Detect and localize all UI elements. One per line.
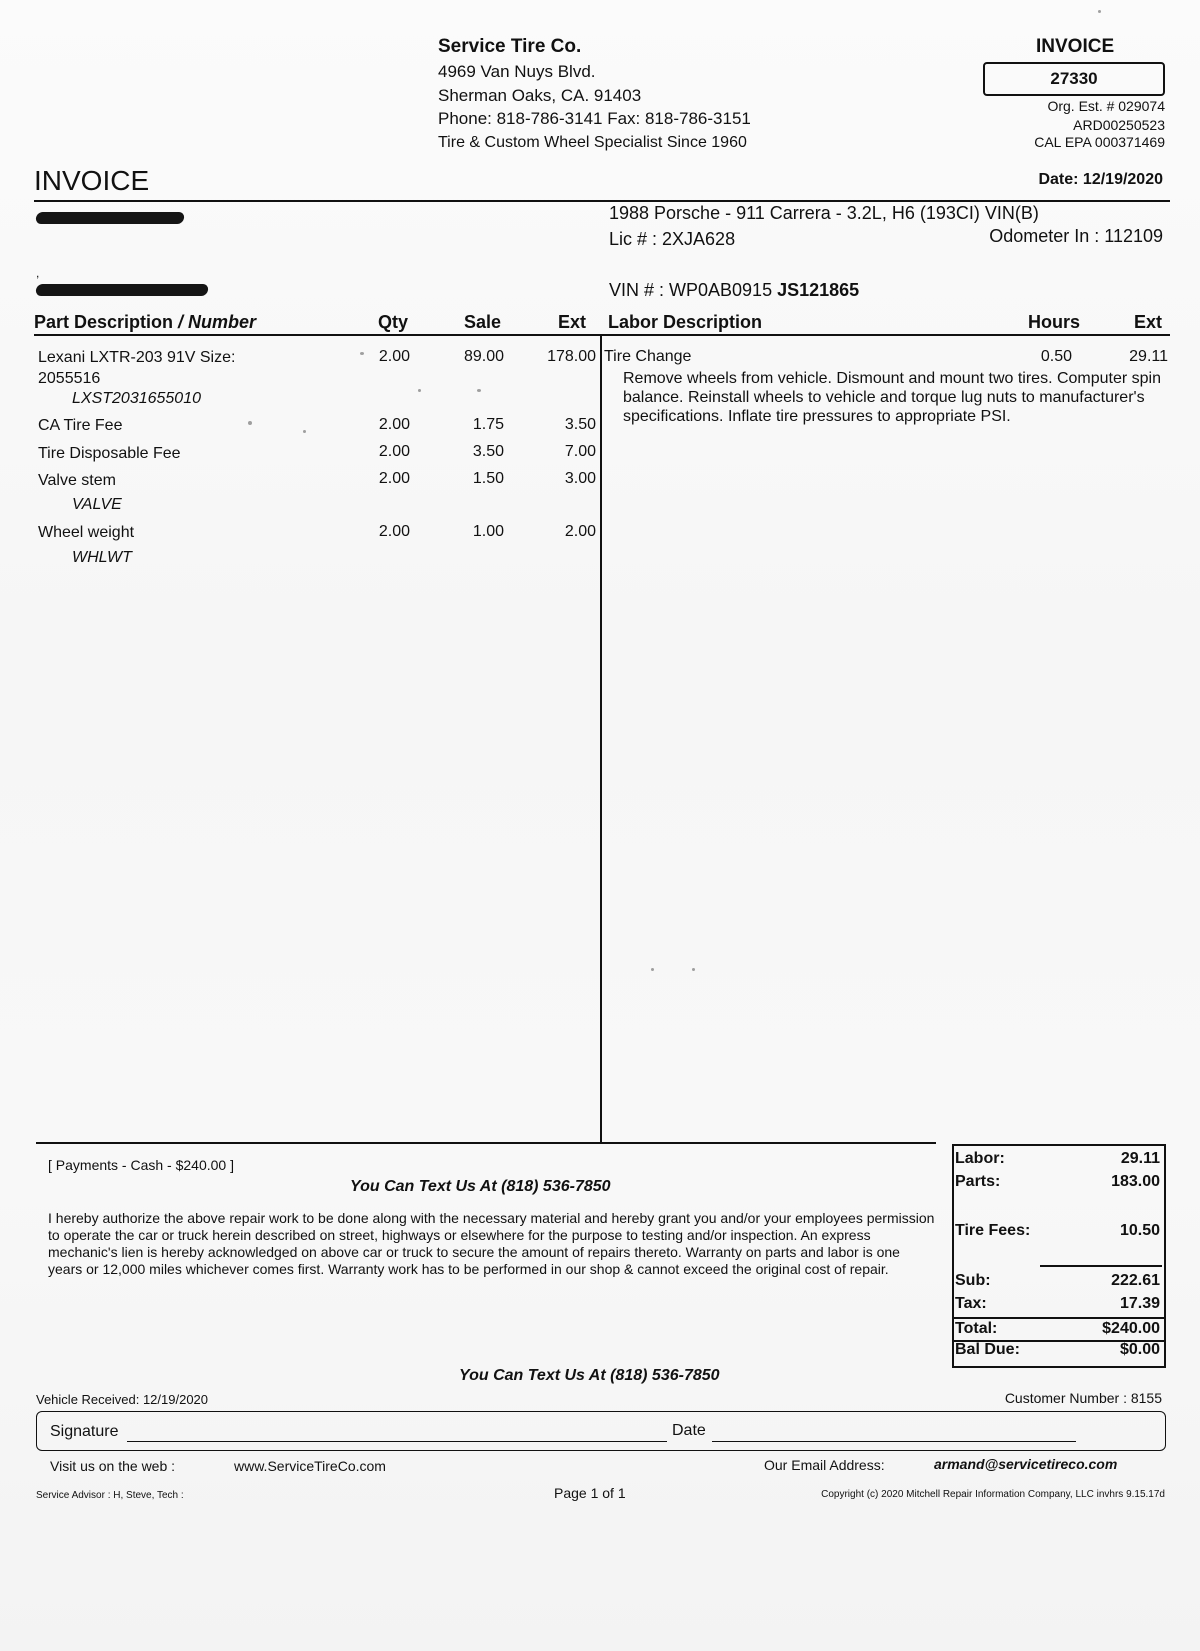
scan-speck: [303, 430, 306, 433]
odometer-in: Odometer In : 112109: [989, 226, 1163, 246]
part-row-sale: 1.50: [472, 470, 504, 487]
ard-number: ARD00250523: [1073, 117, 1165, 133]
part-row-description: Lexani LXTR-203 91V Size:: [38, 349, 236, 366]
tax-total: 17.39: [1119, 1295, 1160, 1312]
part-row-qty: 2.00: [378, 523, 410, 540]
customer-number: Customer Number : 8155: [1004, 1390, 1162, 1406]
parts-labor-divider: [600, 336, 602, 1144]
tax-label: Tax:: [955, 1295, 987, 1312]
part-row-ext: 178.00: [547, 348, 596, 365]
text-us-notice: You Can Text Us At (818) 536-7850: [350, 1178, 611, 1195]
labor-header-description: Labor Description: [608, 312, 763, 332]
part-row-sale: 3.50: [472, 443, 504, 460]
redacted-customer-name: [35, 212, 185, 224]
invoice-number: 27330: [983, 62, 1165, 96]
scan-speck: [692, 968, 695, 971]
labor-total: 29.11: [1120, 1150, 1160, 1167]
part-row-ext: 3.50: [564, 416, 596, 433]
labor-item-hours: 0.50: [1040, 348, 1072, 365]
part-row-ext: 3.00: [564, 470, 596, 487]
part-row-description: CA Tire Fee: [38, 417, 123, 434]
part-row-ext: 2.00: [564, 523, 596, 540]
part-row-description: Wheel weight: [38, 524, 135, 541]
parts-header-sale: Sale: [464, 312, 502, 332]
scan-speck: [418, 389, 421, 392]
tire-fees-label: Tire Fees:: [955, 1222, 1031, 1239]
labor-item-name: Tire Change: [604, 348, 692, 365]
vehicle-description: 1988 Porsche - 911 Carrera - 3.2L, H6 (193CI) VIN(B): [609, 203, 1039, 223]
part-row-description-cont: 2055516: [38, 370, 101, 387]
email-label: Our Email Address:: [764, 1457, 885, 1473]
vin-number: VIN # : WP0AB0915 JS121865: [609, 280, 860, 300]
part-row-number: VALVE: [72, 496, 122, 513]
page-number: Page 1 of 1: [554, 1485, 626, 1501]
subtotal-label: Sub:: [955, 1272, 991, 1289]
part-row-qty: 2.00: [378, 443, 410, 460]
redacted-customer-phone: [35, 284, 209, 296]
signature-line[interactable]: [127, 1441, 667, 1442]
balance-due: $0.00: [1119, 1341, 1160, 1358]
part-row-sale: 1.00: [472, 523, 504, 540]
org-est-number: Org. Est. # 029074: [1047, 98, 1165, 114]
table-header-divider: [34, 334, 1170, 336]
signature-date-label: Date: [672, 1422, 706, 1439]
cal-epa-number: CAL EPA 000371469: [1034, 134, 1165, 150]
company-name: Service Tire Co.: [438, 36, 582, 57]
vehicle-received-date: Vehicle Received: 12/19/2020: [36, 1392, 209, 1407]
total-rule: [952, 1317, 1164, 1319]
email-link[interactable]: armand@servicetireco.com: [934, 1456, 1118, 1472]
company-address-line1: 4969 Van Nuys Blvd.: [438, 62, 596, 81]
parts-header-description: Part Description / Number: [34, 312, 257, 332]
grand-total-label: Total:: [955, 1320, 998, 1337]
invoice-label: INVOICE: [1036, 36, 1115, 57]
header-divider: [34, 200, 1170, 202]
footer-divider: [36, 1142, 936, 1144]
labor-header-hours: Hours: [1028, 312, 1081, 332]
scan-speck: [1098, 10, 1101, 13]
parts-header-qty: Qty: [378, 312, 409, 332]
parts-header-ext: Ext: [558, 312, 587, 332]
website-label: Visit us on the web :: [50, 1458, 176, 1474]
signature-date-line[interactable]: [712, 1441, 1076, 1442]
tire-fees-total: 10.50: [1119, 1222, 1160, 1239]
part-row-description: Valve stem: [38, 472, 116, 489]
invoice-title: INVOICE: [34, 165, 150, 196]
scan-speck: [360, 352, 364, 355]
copyright-notice: Copyright (c) 2020 Mitchell Repair Information Company, LLC invhrs 9.15.17d: [821, 1489, 1165, 1500]
company-tagline: Tire & Custom Wheel Specialist Since 1960: [438, 134, 747, 151]
invoice-date: Date: 12/19/2020: [1038, 171, 1163, 188]
scan-speck: [248, 421, 252, 425]
part-row-number: LXST2031655010: [72, 390, 201, 407]
subtotal: 222.61: [1111, 1272, 1160, 1289]
parts-total-label: Parts:: [955, 1173, 1001, 1190]
labor-item-ext: 29.11: [1129, 348, 1168, 365]
part-row-sale: 1.75: [472, 416, 504, 433]
labor-total-label: Labor:: [955, 1150, 1005, 1167]
signature-label: Signature: [50, 1423, 119, 1440]
parts-total: 183.00: [1111, 1173, 1160, 1190]
text-us-notice-bottom: You Can Text Us At (818) 536-7850: [459, 1367, 720, 1384]
grand-total: $240.00: [1102, 1320, 1160, 1337]
payments-summary: [ Payments - Cash - $240.00 ]: [48, 1157, 234, 1173]
labor-item-description: Remove wheels from vehicle. Dismount and mount two tires. Computer spin balance. Reinstall wheels to vehicle and torque lug nuts to manufacturer's specifications. Inflate tire pressures to appropriate PSI.: [623, 370, 1161, 425]
part-row-ext: 7.00: [564, 443, 596, 460]
labor-header-ext: Ext: [1134, 312, 1163, 332]
part-row-qty: 2.00: [378, 470, 410, 487]
balance-due-label: Bal Due:: [955, 1341, 1020, 1358]
vehicle-license: Lic # : 2XJA628: [609, 229, 736, 249]
part-row-qty: 2.00: [378, 416, 410, 433]
company-address-line2: Sherman Oaks, CA. 91403: [438, 86, 642, 105]
part-row-number: WHLWT: [72, 549, 132, 566]
company-phone-fax: Phone: 818-786-3141 Fax: 818-786-3151: [438, 109, 751, 128]
service-advisor: Service Advisor : H, Steve, Tech :: [36, 1490, 184, 1501]
subtotal-rule: [1040, 1265, 1162, 1267]
scan-speck: [477, 389, 481, 392]
part-row-sale: 89.00: [463, 348, 504, 365]
website-link[interactable]: www.ServiceTireCo.com: [234, 1458, 386, 1474]
scan-speck: [651, 968, 654, 971]
signature-box: [36, 1411, 1166, 1451]
part-row-qty: 2.00: [378, 348, 410, 365]
part-row-description: Tire Disposable Fee: [38, 445, 181, 462]
authorization-text: I hereby authorize the above repair work to be done along with the necessary material and hereby grant you and/or your employees permission to operate the car or truck herein described on street, highways or elsewhere for the purpose to testing and/or inspection. An express mechanic's lien is hereby acknowledged on above car or truck to secure the amount of repairs thereto. Warranty on parts and labor is one years or 12,000 miles whichever comes first. Warranty work has to be performed in our shop & cannot exceed the original cost of repair.: [48, 1210, 935, 1277]
